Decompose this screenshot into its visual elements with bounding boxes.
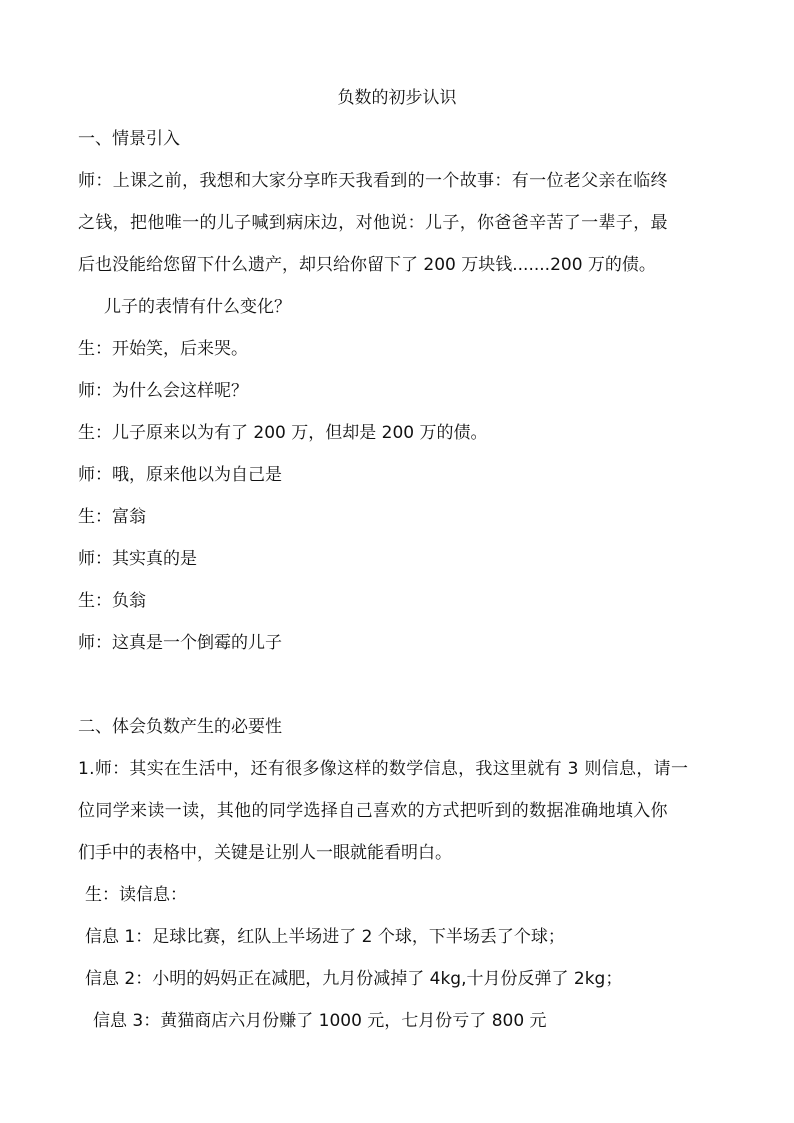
paragraph-line: 师：上课之前，我想和大家分享昨天我看到的一个故事：有一位老父亲在临终	[78, 171, 668, 191]
dialogue-line: 师：哦，原来他以为自己是	[78, 465, 282, 485]
info-line: 信息 2：小明的妈妈正在减肥，九月份减掉了 4kg,十月份反弹了 2kg；	[85, 969, 623, 989]
paragraph-line: 位同学来读一读，其他的同学选择自己喜欢的方式把听到的数据准确地填入你	[78, 801, 668, 821]
dialogue-line: 师：为什么会这样呢？	[78, 381, 248, 401]
paragraph-line: 儿子的表情有什么变化？	[104, 297, 291, 317]
paragraph-line: 生：读信息：	[85, 885, 187, 905]
page-title: 负数的初步认识	[337, 88, 457, 108]
dialogue-line: 生：负翁	[78, 591, 146, 611]
paragraph-line: 后也没能给您留下什么遗产，却只给你留下了 200 万块钱.......200 万的债。	[78, 255, 656, 275]
dialogue-line: 生：儿子原来以为有了 200 万，但却是 200 万的债。	[78, 423, 488, 443]
dialogue-line: 生：富翁	[78, 507, 146, 527]
info-line: 信息 3：黄猫商店六月份赚了 1000 元，七月份亏了 800 元	[93, 1011, 547, 1031]
info-line: 信息 1：足球比赛，红队上半场进了 2 个球，下半场丢了个球；	[85, 927, 565, 947]
paragraph-line: 之钱，把他唯一的儿子喊到病床边，对他说：儿子，你爸爸辛苦了一辈子，最	[78, 213, 668, 233]
paragraph-line: 们手中的表格中，关键是让别人一眼就能看明白。	[78, 843, 452, 863]
paragraph-line: 1.师：其实在生活中，还有很多像这样的数学信息，我这里就有 3 则信息，请一	[78, 759, 689, 779]
dialogue-line: 生：开始笑，后来哭。	[78, 339, 248, 359]
dialogue-line: 师：其实真的是	[78, 549, 197, 569]
dialogue-line: 师：这真是一个倒霉的儿子	[78, 633, 282, 653]
section-heading: 一、情景引入	[78, 129, 180, 149]
section-heading: 二、体会负数产生的必要性	[78, 717, 282, 737]
